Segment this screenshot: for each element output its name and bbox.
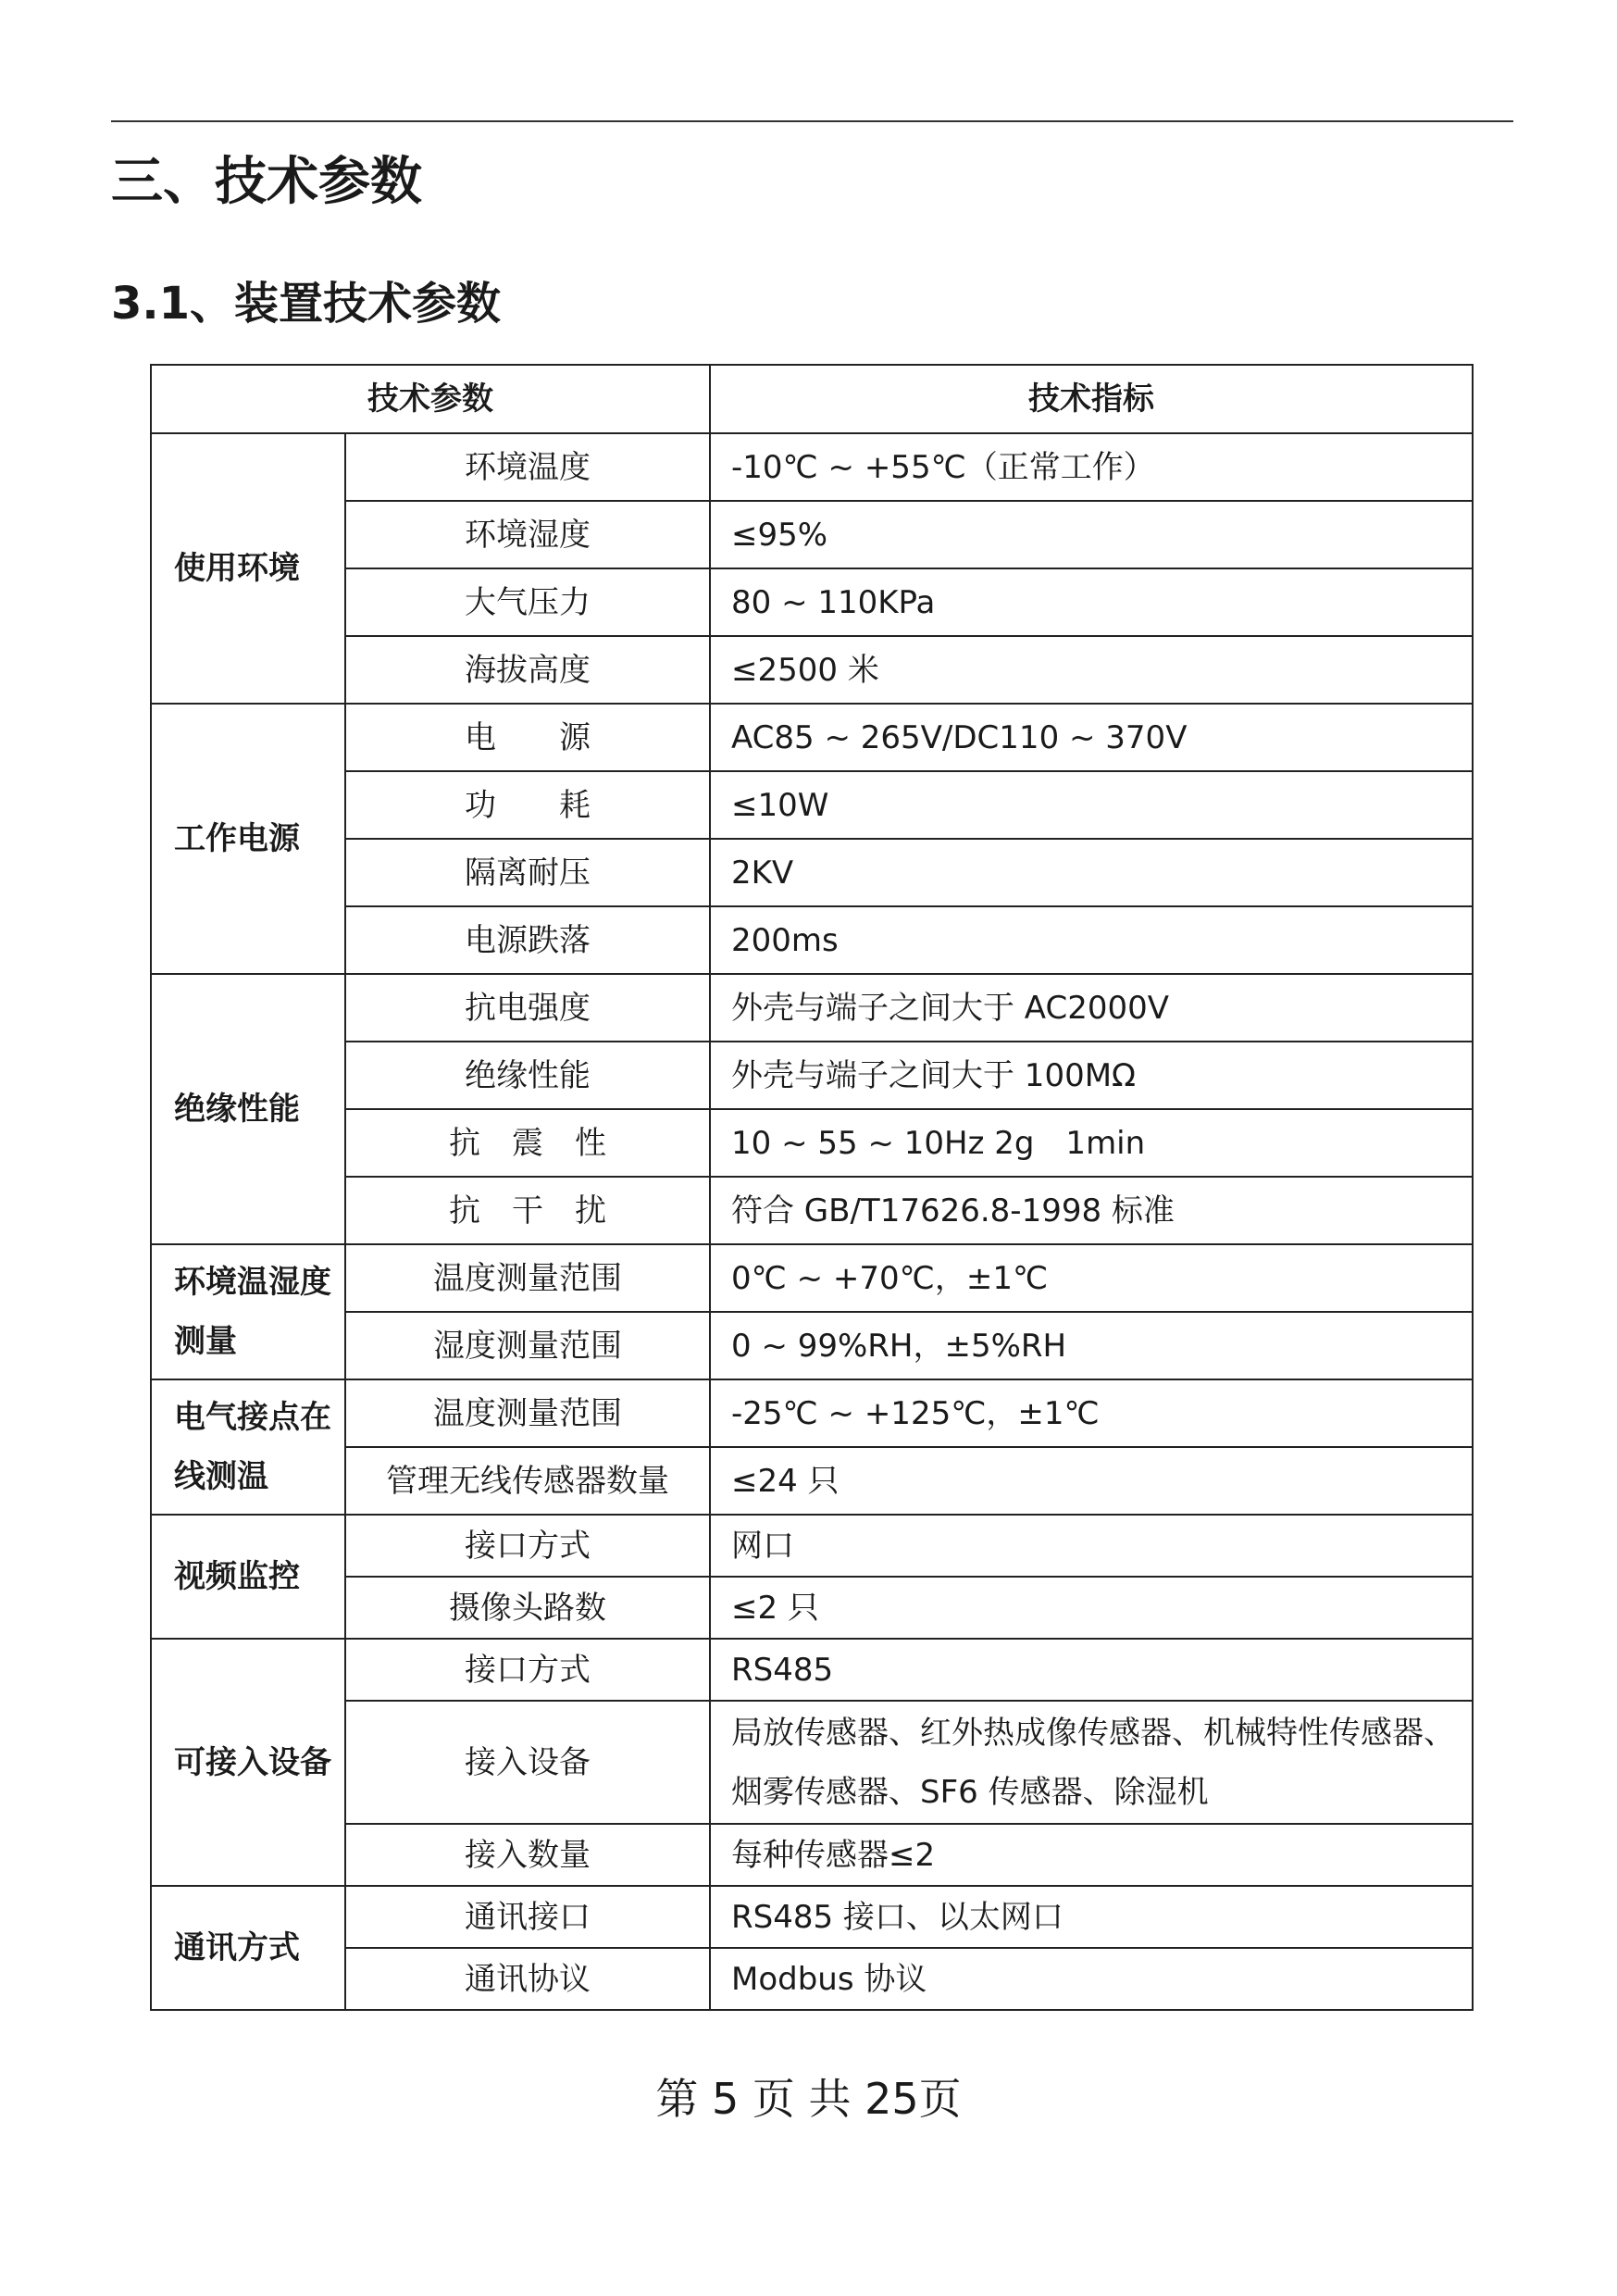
table-row <box>151 974 1473 1042</box>
table-row <box>151 771 1473 839</box>
param-cell: 管理无线传感器数量 <box>345 1447 710 1515</box>
category-cell: 电气接点在线测温 <box>151 1379 345 1515</box>
table-row <box>151 1109 1473 1177</box>
subsection-heading: 3.1、装置技术参数 <box>111 278 502 330</box>
value-cell: 网口 <box>710 1515 1473 1577</box>
value-cell: ≤10W <box>710 771 1473 839</box>
value-cell: AC85 ~ 265V/DC110 ~ 370V <box>710 704 1473 771</box>
param-cell: 抗 震 性 <box>345 1109 710 1177</box>
param-cell: 接口方式 <box>345 1639 710 1701</box>
value-cell: -10℃ ~ +55℃（正常工作） <box>710 433 1473 501</box>
table-row <box>151 1701 1473 1824</box>
table-row <box>151 1639 1473 1701</box>
param-cell: 环境温度 <box>345 433 710 501</box>
value-cell: 0℃ ~ +70℃，±1℃ <box>710 1244 1473 1312</box>
value-cell: 200ms <box>710 906 1473 974</box>
table-row <box>151 1577 1473 1639</box>
table-row <box>151 636 1473 704</box>
param-cell: 功 耗 <box>345 771 710 839</box>
category-cell: 使用环境 <box>151 433 345 704</box>
param-cell: 隔离耐压 <box>345 839 710 906</box>
value-cell: Modbus 协议 <box>710 1948 1473 2010</box>
param-cell: 温度测量范围 <box>345 1244 710 1312</box>
table-row <box>151 839 1473 906</box>
table-row <box>151 1515 1473 1577</box>
table-row <box>151 1312 1473 1379</box>
table-header-row <box>151 365 1473 433</box>
value-cell: ≤2500 米 <box>710 636 1473 704</box>
value-cell: 10 ~ 55 ~ 10Hz 2g 1min <box>710 1109 1473 1177</box>
param-cell: 抗电强度 <box>345 974 710 1042</box>
page-number: 第 5 页 共 25页 <box>655 2074 962 2124</box>
category-cell: 环境温湿度测量 <box>151 1244 345 1379</box>
table-row <box>151 1244 1473 1312</box>
param-cell: 通讯接口 <box>345 1886 710 1948</box>
param-cell: 摄像头路数 <box>345 1577 710 1639</box>
param-cell: 抗 干 扰 <box>345 1177 710 1244</box>
table-row <box>151 433 1473 501</box>
param-cell: 海拔高度 <box>345 636 710 704</box>
table-row <box>151 1379 1473 1447</box>
table-row <box>151 1042 1473 1109</box>
spec-table <box>150 364 1474 2011</box>
table-row <box>151 568 1473 636</box>
value-cell: -25℃ ~ +125℃，±1℃ <box>710 1379 1473 1447</box>
table-row <box>151 501 1473 568</box>
param-cell: 环境湿度 <box>345 501 710 568</box>
category-cell: 可接入设备 <box>151 1639 345 1886</box>
param-cell: 绝缘性能 <box>345 1042 710 1109</box>
table-row <box>151 1177 1473 1244</box>
table-row <box>151 1447 1473 1515</box>
value-cell: 外壳与端子之间大于 100MΩ <box>710 1042 1473 1109</box>
param-cell: 接入数量 <box>345 1824 710 1886</box>
value-cell: 2KV <box>710 839 1473 906</box>
value-cell: ≤24 只 <box>710 1447 1473 1515</box>
category-cell: 工作电源 <box>151 704 345 974</box>
param-cell: 电 源 <box>345 704 710 771</box>
value-cell: ≤95% <box>710 501 1473 568</box>
category-cell: 绝缘性能 <box>151 974 345 1244</box>
header-param: 技术参数 <box>151 365 710 433</box>
table-row <box>151 1824 1473 1886</box>
value-cell: RS485 接口、以太网口 <box>710 1886 1473 1948</box>
param-cell: 湿度测量范围 <box>345 1312 710 1379</box>
param-cell: 接入设备 <box>345 1701 710 1824</box>
value-cell: 每种传感器≤2 <box>710 1824 1473 1886</box>
value-cell: ≤2 只 <box>710 1577 1473 1639</box>
param-cell: 大气压力 <box>345 568 710 636</box>
value-cell: 外壳与端子之间大于 AC2000V <box>710 974 1473 1042</box>
header-rule <box>111 120 1513 122</box>
table-row <box>151 906 1473 974</box>
param-cell: 电源跌落 <box>345 906 710 974</box>
table-row <box>151 1886 1473 1948</box>
param-cell: 温度测量范围 <box>345 1379 710 1447</box>
value-cell: RS485 <box>710 1639 1473 1701</box>
value-cell: 符合 GB/T17626.8-1998 标准 <box>710 1177 1473 1244</box>
category-cell: 通讯方式 <box>151 1886 345 2010</box>
param-cell: 接口方式 <box>345 1515 710 1577</box>
header-spec: 技术指标 <box>710 365 1473 433</box>
category-cell: 视频监控 <box>151 1515 345 1639</box>
table-row <box>151 704 1473 771</box>
value-cell: 0 ~ 99%RH，±5%RH <box>710 1312 1473 1379</box>
section-heading: 三、技术参数 <box>111 152 422 212</box>
table-row <box>151 1948 1473 2010</box>
value-cell: 局放传感器、红外热成像传感器、机械特性传感器、烟雾传感器、SF6 传感器、除湿机 <box>710 1701 1473 1824</box>
value-cell: 80 ~ 110KPa <box>710 568 1473 636</box>
param-cell: 通讯协议 <box>345 1948 710 2010</box>
